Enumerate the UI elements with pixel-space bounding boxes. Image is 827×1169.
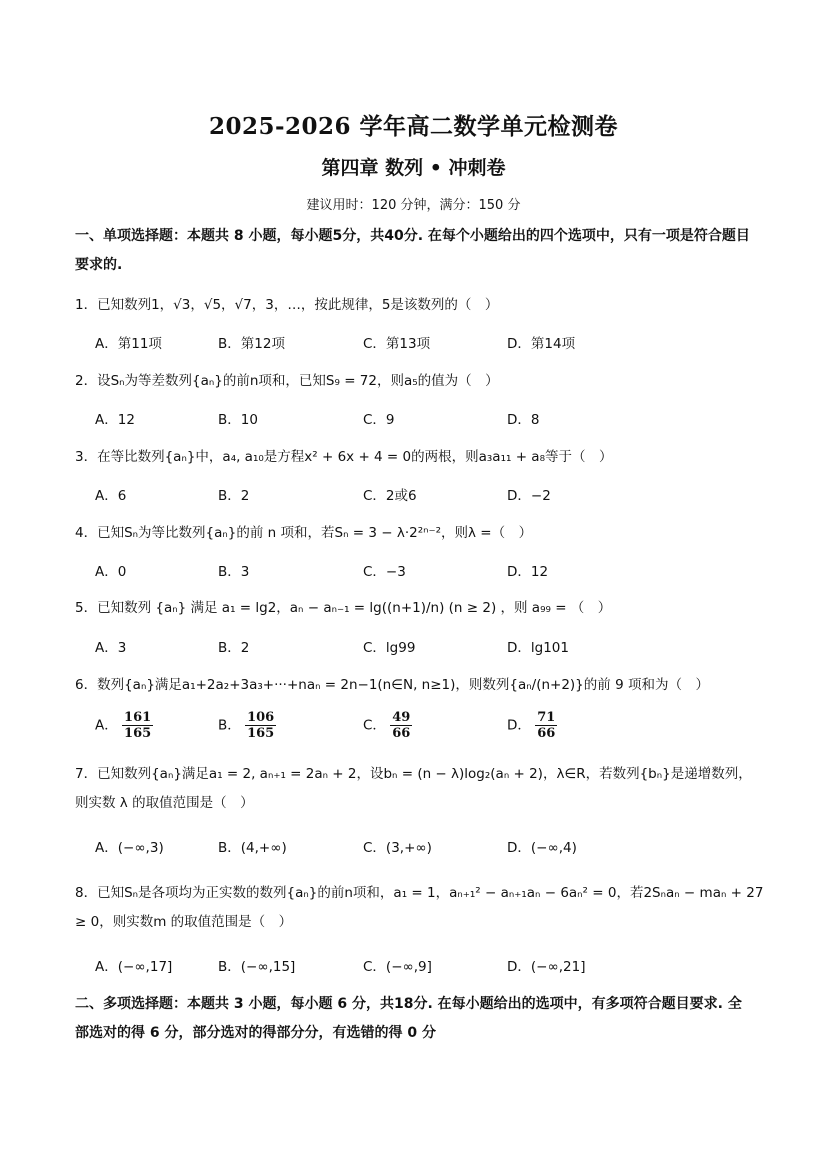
question-7-options [95, 836, 775, 862]
denominator: 66 [537, 726, 556, 741]
question-8-options [95, 955, 775, 981]
question-5-stem: 5．已知数列 {aₙ} 满足 a₁ = lg2，aₙ − aₙ₋₁ = lg((n+1)/n) (n ≥ 2) ，则 a₉₉ = （ ） [75, 600, 612, 616]
option-d[interactable] [507, 710, 557, 741]
option-b[interactable] [218, 710, 276, 741]
option-b[interactable]: B．(−∞,15] [218, 959, 296, 975]
option-a[interactable]: A．3 [95, 640, 127, 656]
option-c[interactable] [363, 710, 412, 741]
option-c[interactable]: C．(−∞,9] [363, 959, 432, 975]
option-b[interactable]: B．2 [218, 640, 250, 656]
option-d[interactable]: D．(−∞,21] [507, 959, 586, 975]
numerator: 106 [247, 710, 275, 725]
section-multiple-choice-heading: 二、多项选择题：本题共 3 小题，每小题 6 分，共18分. 在每小题给出的选项中，有多项符合题目要求. 全部选对的得 6 分，部分选对的得部分分，有选错的得 0 分 [75, 996, 742, 1041]
denominator: 66 [392, 726, 411, 741]
numerator: 49 [392, 710, 411, 725]
denominator: 165 [247, 726, 275, 741]
numerator: 71 [537, 710, 556, 725]
denominator: 165 [124, 726, 152, 741]
option-d[interactable]: D．8 [507, 412, 540, 428]
option-a[interactable]: A．0 [95, 564, 127, 580]
time-score-info: 建议用时：120 分钟，满分：150 分 [306, 198, 521, 213]
chapter-subtitle: 第四章 数列 • 冲刺卷 [321, 157, 506, 179]
section-single-choice-heading: 一、单项选择题：本题共 8 小题，每小题5分，共40分. 在每个小题给出的四个选项中，只有一项是符合题目要求的. [75, 228, 750, 273]
option-b[interactable]: B．10 [218, 412, 258, 428]
option-label: D． [507, 717, 531, 734]
option-c[interactable]: C．第13项 [363, 336, 431, 352]
option-c[interactable]: C．2或6 [363, 488, 417, 504]
option-d[interactable]: D．lg101 [507, 640, 569, 656]
question-1-stem: 1．已知数列1，√3，√5，√7，3，…，按此规律，5是该数列的（ ） [75, 297, 499, 313]
question-6-stem: 6．数列{aₙ}满足a₁+2a₂+3a₃+···+naₙ = 2n−1(n∈N, n≥1)，则数列{aₙ/(n+2)}的前 9 项和为（ ） [75, 677, 709, 693]
question-3-stem: 3．在等比数列{aₙ}中，a₄, a₁₀是方程x² + 6x + 4 = 0的两根，则a₃a₁₁ + a₈等于（ ） [75, 449, 613, 465]
option-label: A． [95, 717, 118, 734]
question-3-options [95, 484, 775, 510]
option-b[interactable]: B．2 [218, 488, 250, 504]
question-5-options [95, 636, 775, 662]
option-a[interactable] [95, 710, 153, 741]
numerator: 161 [124, 710, 152, 725]
option-a[interactable]: A．第11项 [95, 336, 162, 352]
question-1-options [95, 332, 775, 358]
question-2-stem: 2．设Sₙ为等差数列{aₙ}的前n项和，已知S₉ = 72，则a₅的值为（ ） [75, 373, 499, 389]
fraction [535, 710, 557, 741]
option-a[interactable]: A．(−∞,17] [95, 959, 173, 975]
option-d[interactable]: D．第14项 [507, 336, 576, 352]
option-a[interactable]: A．(−∞,3) [95, 840, 164, 856]
option-b[interactable]: B．第12项 [218, 336, 285, 352]
option-d[interactable]: D．12 [507, 564, 549, 580]
option-label: C． [363, 717, 386, 734]
fraction [245, 710, 276, 741]
option-label: B． [218, 717, 241, 734]
option-a[interactable]: A．6 [95, 488, 127, 504]
question-4-stem: 4．已知Sₙ为等比数列{aₙ}的前 n 项和，若Sₙ = 3 − λ·2²ⁿ⁻²，则λ =（ ） [75, 525, 533, 541]
question-8-stem: 8．已知Sₙ是各项均为正实数的数列{aₙ}的前n项和，a₁ = 1，aₙ₊₁² − aₙ₊₁aₙ − 6aₙ² = 0，若2Sₙaₙ − maₙ + 27 ≥ 0，则实数m 的取值范围是（ ） [75, 885, 764, 930]
page-title: 2025-2026 学年高二数学单元检测卷 [208, 113, 619, 140]
option-d[interactable]: D．(−∞,4) [507, 840, 577, 856]
option-c[interactable]: C．lg99 [363, 640, 416, 656]
option-c[interactable]: C．−3 [363, 564, 406, 580]
option-d[interactable]: D．−2 [507, 488, 551, 504]
option-a[interactable]: A．12 [95, 412, 135, 428]
question-7-stem: 7．已知数列{aₙ}满足a₁ = 2, aₙ₊₁ = 2aₙ + 2，设bₙ = (n − λ)log₂(aₙ + 2)，λ∈R，若数列{bₙ}是递增数列，则实数 λ 的取值范围是（ ） [75, 766, 752, 811]
option-b[interactable]: B．3 [218, 564, 250, 580]
question-6-options [95, 710, 775, 750]
option-c[interactable]: C．9 [363, 412, 395, 428]
question-2-options [95, 408, 775, 434]
question-4-options [95, 560, 775, 586]
option-b[interactable]: B．(4,+∞) [218, 840, 287, 856]
fraction [122, 710, 153, 741]
option-c[interactable]: C．(3,+∞) [363, 840, 432, 856]
fraction [390, 710, 412, 741]
